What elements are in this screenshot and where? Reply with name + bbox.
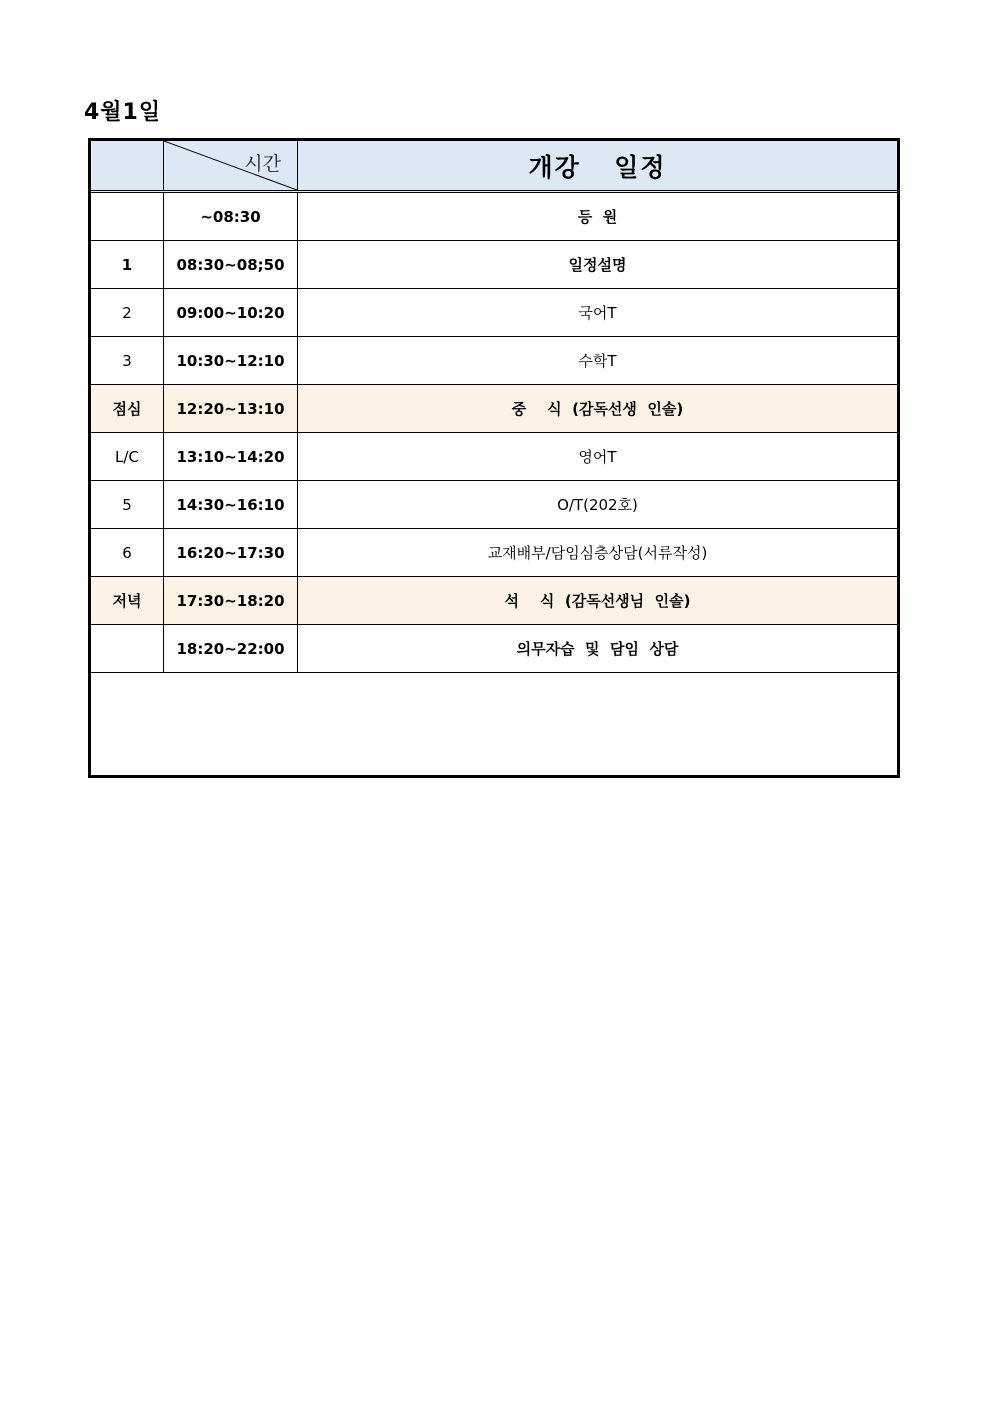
table-row [91,193,897,241]
activity-cell: 수학T [578,352,617,370]
table-row [91,529,897,577]
schedule-table [88,138,900,778]
activity-cell: 국어T [578,304,617,322]
header-blank-cell [91,141,164,190]
activity-cell: 일정설명 [568,256,627,274]
header-time-label: 시간 [244,153,281,175]
period-cell: 2 [91,289,164,336]
table-title: 개강 일정 [528,152,667,182]
period-cell: 저녁 [91,577,164,624]
table-row [91,289,897,337]
time-cell: 17:30~18:20 [164,577,298,624]
time-cell: 09:00~10:20 [164,289,298,336]
header-title-cell [298,141,897,190]
table-row [91,577,897,625]
table-row [91,337,897,385]
time-cell: 16:20~17:30 [164,529,298,576]
period-cell: 6 [91,529,164,576]
table-row [91,625,897,673]
time-cell: 10:30~12:10 [164,337,298,384]
table-row [91,241,897,289]
page-heading: 4월1일 [84,100,162,125]
period-cell: 3 [91,337,164,384]
header-time-cell [164,141,298,190]
time-cell: 13:10~14:20 [164,433,298,480]
time-cell: 14:30~16:10 [164,481,298,528]
activity-cell: 중 식 (감독선생 인솔) [511,400,684,418]
activity-cell: 석 식 (감독선생님 인솔) [504,592,691,610]
table-row [91,481,897,529]
time-cell: 12:20~13:10 [164,385,298,432]
period-cell [91,193,164,240]
empty-footer-area [91,673,897,775]
period-cell: 점심 [91,385,164,432]
table-header-row [91,141,897,193]
period-cell: 1 [91,241,164,288]
period-cell: 5 [91,481,164,528]
period-cell [91,625,164,672]
activity-cell: 의무자습 및 담임 상담 [516,640,679,658]
period-cell: L/C [91,433,164,480]
activity-cell: 영어T [578,448,617,466]
table-row [91,385,897,433]
activity-cell: O/T(202호) [557,496,638,514]
activity-cell: 교재배부/담임심층상담(서류작성) [487,544,708,562]
time-cell: ~08:30 [164,193,298,240]
activity-cell: 등 원 [577,208,618,226]
time-cell: 18:20~22:00 [164,625,298,672]
table-row [91,433,897,481]
time-cell: 08:30~08;50 [164,241,298,288]
